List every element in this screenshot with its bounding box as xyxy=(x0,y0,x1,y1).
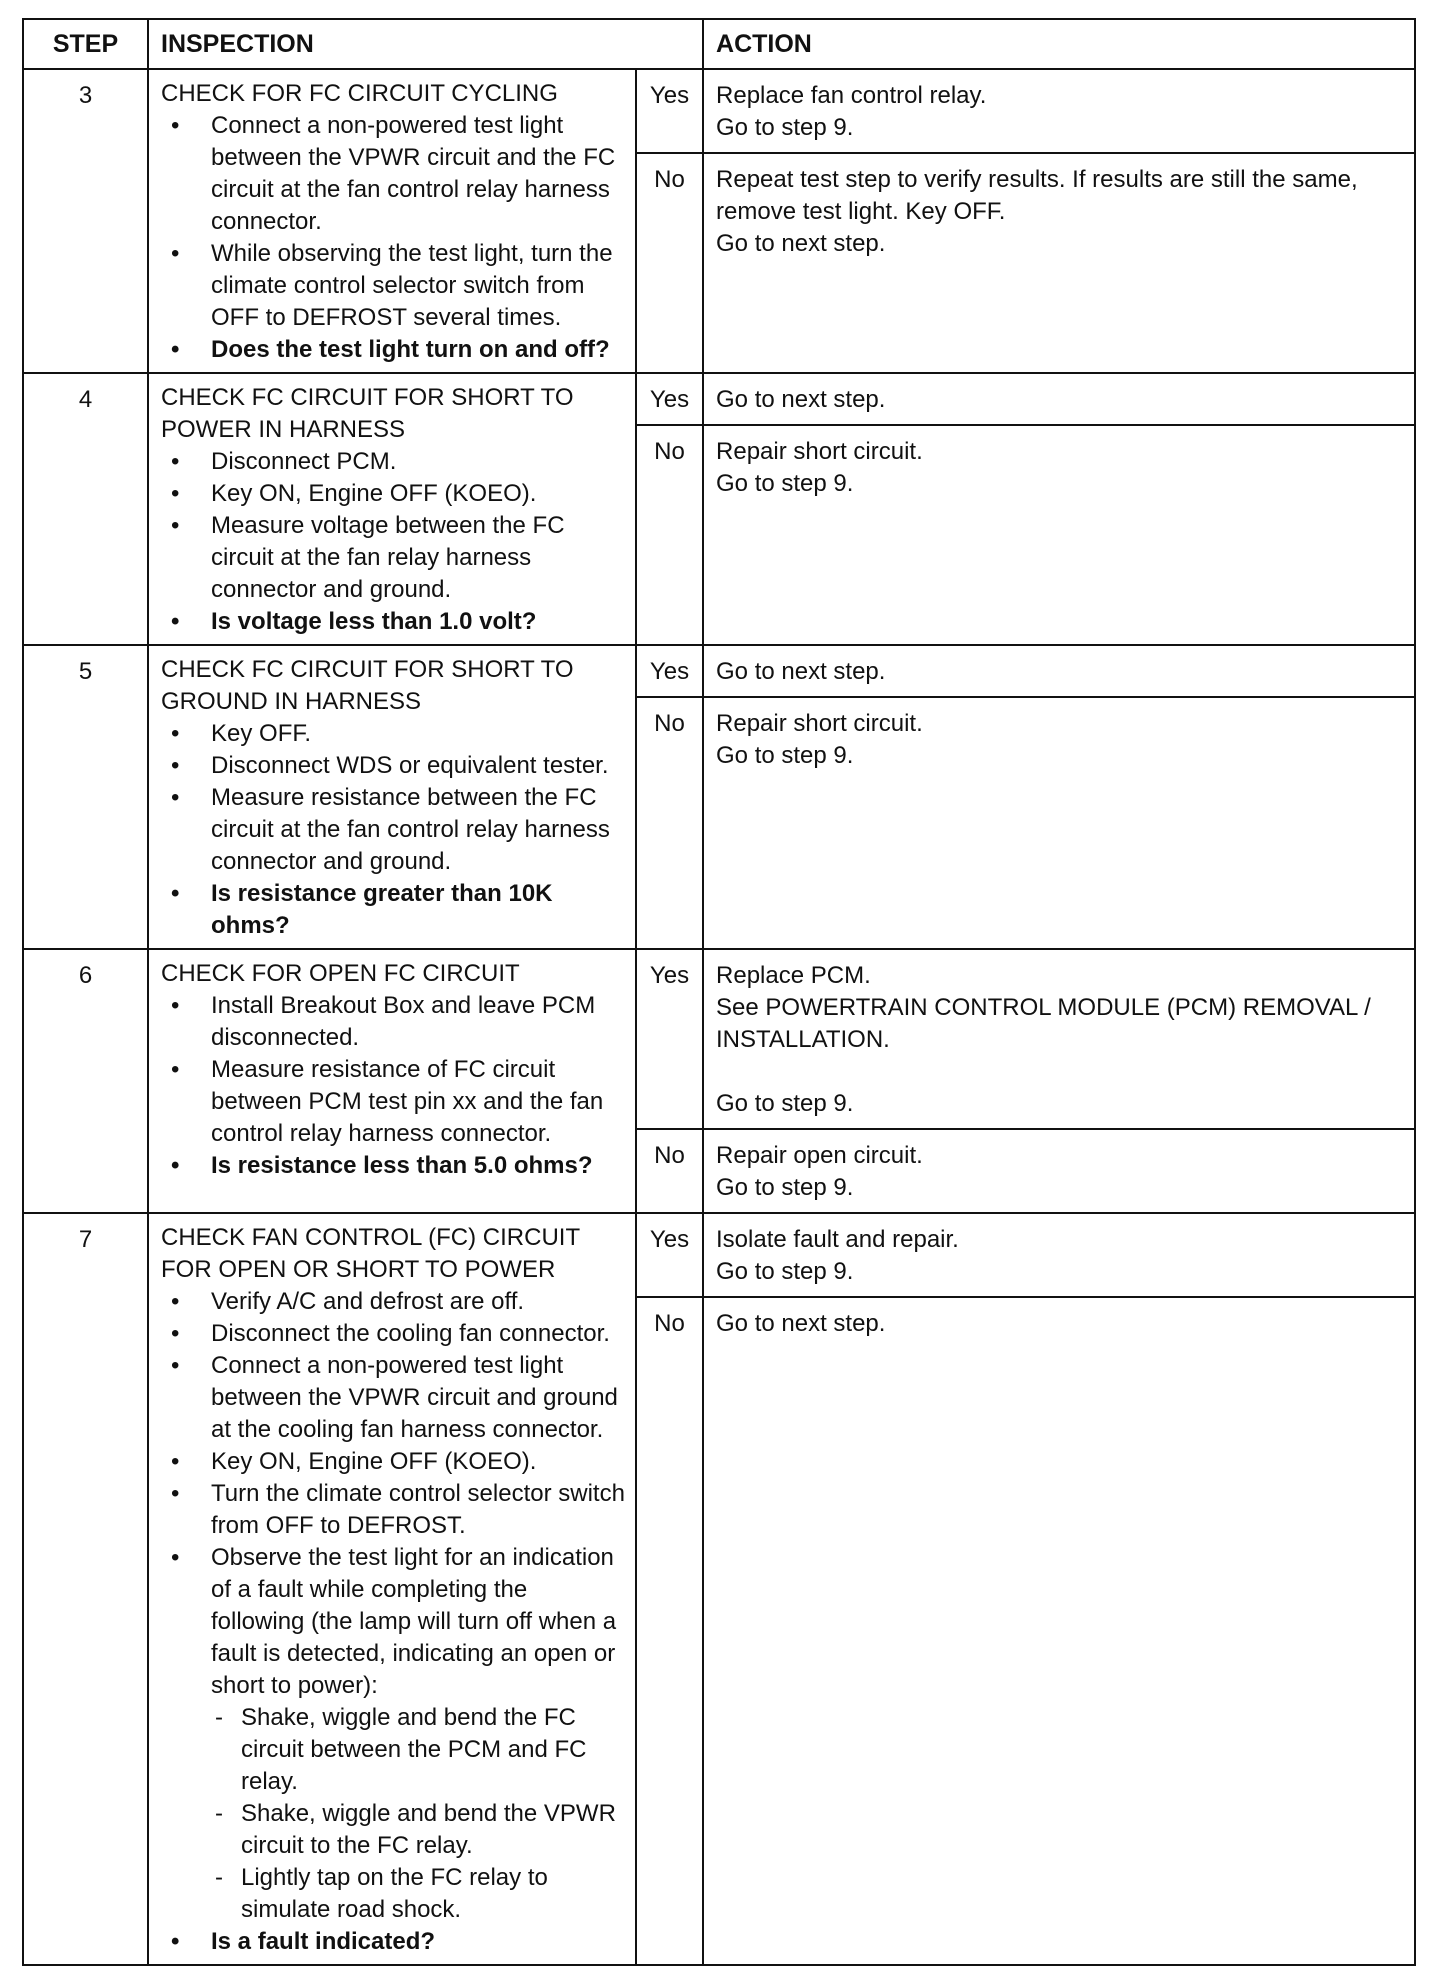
inspection-title: CHECK FC CIRCUIT FOR SHORT TO GROUND IN HARNESS xyxy=(161,656,574,715)
action-line: Go to next step. xyxy=(716,1310,886,1337)
inspection-question: • Is resistance less than 5.0 ohms? xyxy=(161,1150,625,1182)
inspection-bullet xyxy=(161,446,625,478)
inspection-bullets xyxy=(161,718,625,942)
step-number: 4 xyxy=(23,373,148,645)
bullet-text: Connect a non-powered test light between the VPWR circuit and ground at the cooling fan harness connector. xyxy=(211,1352,618,1443)
diagnostic-table xyxy=(22,18,1414,1955)
inspection-bullet xyxy=(161,718,625,750)
bullet-text: Key ON, Engine OFF (KOEO). xyxy=(211,480,537,507)
inspection-bullet xyxy=(161,1286,625,1318)
bullet-text: While observing the test light, turn the climate control selector switch from OFF to DEFROST several times. xyxy=(211,240,613,331)
inspection-bullet xyxy=(161,110,625,238)
step-number: 6 xyxy=(23,949,148,1213)
action-line: Go to step 9. xyxy=(716,742,854,769)
inspection-title: CHECK FOR FC CIRCUIT CYCLING xyxy=(161,80,558,107)
bullet-text: Install Breakout Box and leave PCM disconnected. xyxy=(211,992,596,1051)
yes-action xyxy=(703,1213,1415,1297)
inspection-question: • Is resistance greater than 10K ohms? xyxy=(161,878,625,942)
inspection-title: CHECK FC CIRCUIT FOR SHORT TO POWER IN HARNESS xyxy=(161,384,574,443)
inspection-bullet xyxy=(161,238,625,334)
inspection-bullets xyxy=(161,446,625,638)
yes-label: Yes xyxy=(636,949,703,1129)
action-line: Repair short circuit. xyxy=(716,710,923,737)
step-number: 7 xyxy=(23,1213,148,1965)
sub-bullet: - Shake, wiggle and bend the VPWR circuit to the FC relay. xyxy=(211,1798,625,1862)
header-row xyxy=(23,19,1415,69)
action-line: Repair open circuit. xyxy=(716,1142,923,1169)
bullet-text: Disconnect PCM. xyxy=(211,448,397,475)
yes-action xyxy=(703,69,1415,153)
inspection-question: • Does the test light turn on and off? xyxy=(161,334,625,366)
action-line: See POWERTRAIN CONTROL MODULE (PCM) REMOVAL / INSTALLATION. xyxy=(716,994,1371,1053)
inspection-cell xyxy=(148,645,636,949)
no-action xyxy=(703,425,1415,645)
sub-bullet: - Shake, wiggle and bend the FC circuit between the PCM and FC relay. xyxy=(211,1702,625,1798)
inspection-bullet xyxy=(161,990,625,1054)
yes-label: Yes xyxy=(636,69,703,153)
inspection-bullets xyxy=(161,990,625,1182)
inspection-bullet xyxy=(161,1446,625,1478)
step-number: 5 xyxy=(23,645,148,949)
inspection-bullet xyxy=(161,1054,625,1150)
inspection-bullets xyxy=(161,110,625,366)
bullet-text: Disconnect the cooling fan connector. xyxy=(211,1320,610,1347)
table-row xyxy=(23,69,1415,153)
action-line: Go to step 9. xyxy=(716,1090,854,1117)
inspection-question: • Is a fault indicated? xyxy=(161,1926,625,1958)
bullet-text: Key ON, Engine OFF (KOEO). xyxy=(211,1448,537,1475)
action-line: Go to step 9. xyxy=(716,1258,854,1285)
bullet-text: Key OFF. xyxy=(211,720,312,747)
inspection-title: CHECK FOR OPEN FC CIRCUIT xyxy=(161,960,520,987)
inspection-bullets xyxy=(161,1286,625,1958)
yes-label: Yes xyxy=(636,645,703,697)
yes-action xyxy=(703,949,1415,1129)
inspection-cell xyxy=(148,1213,636,1965)
inspection-bullet xyxy=(161,782,625,878)
inspection-bullet xyxy=(161,1350,625,1446)
no-action xyxy=(703,697,1415,949)
no-label: No xyxy=(636,697,703,949)
table-row xyxy=(23,949,1415,1129)
yes-label: Yes xyxy=(636,1213,703,1297)
no-action xyxy=(703,153,1415,373)
action-line: Go to step 9. xyxy=(716,114,854,141)
bullet-text: Measure resistance of FC circuit between PCM test pin xx and the fan control relay harness connector. xyxy=(211,1056,604,1147)
table-body xyxy=(23,69,1415,1965)
action-line: Go to next step. xyxy=(716,230,886,257)
no-label: No xyxy=(636,1129,703,1213)
action-line: Repeat test step to verify results. If results are still the same, remove test light. Key OFF. xyxy=(716,166,1358,225)
inspection-question: • Is voltage less than 1.0 volt? xyxy=(161,606,625,638)
step-number: 3 xyxy=(23,69,148,373)
action-header: ACTION xyxy=(703,19,1415,69)
action-line: Go to step 9. xyxy=(716,470,854,497)
inspection-bullet xyxy=(161,1478,625,1542)
inspection-header: INSPECTION xyxy=(148,19,703,69)
table-row xyxy=(23,1213,1415,1297)
inspection-cell xyxy=(148,949,636,1213)
bullet-text: Measure voltage between the FC circuit at the fan relay harness connector and ground. xyxy=(211,512,565,603)
inspection-bullet xyxy=(161,750,625,782)
action-line: Go to next step. xyxy=(716,386,886,413)
bullet-text: Turn the climate control selector switch from OFF to DEFROST. xyxy=(211,1480,625,1539)
no-action xyxy=(703,1129,1415,1213)
bullet-text: Measure resistance between the FC circuit at the fan control relay harness connector and ground. xyxy=(211,784,610,875)
inspection-title: CHECK FAN CONTROL (FC) CIRCUIT FOR OPEN OR SHORT TO POWER xyxy=(161,1224,580,1283)
inspection-bullet xyxy=(161,1318,625,1350)
inspection-bullet xyxy=(161,478,625,510)
pinpoint-test-table xyxy=(22,18,1416,1966)
action-line: Repair short circuit. xyxy=(716,438,923,465)
yes-action xyxy=(703,645,1415,697)
action-line: Replace PCM. xyxy=(716,962,871,989)
bullet-text: Connect a non-powered test light between the VPWR circuit and the FC circuit at the fan control relay harness connector. xyxy=(211,112,616,235)
action-line: Replace fan control relay. xyxy=(716,82,987,109)
table-row xyxy=(23,645,1415,697)
sub-bullet: - Lightly tap on the FC relay to simulate road shock. xyxy=(211,1862,625,1926)
table-row xyxy=(23,373,1415,425)
inspection-cell xyxy=(148,373,636,645)
no-label: No xyxy=(636,153,703,373)
yes-label: Yes xyxy=(636,373,703,425)
no-label: No xyxy=(636,1297,703,1965)
action-line xyxy=(716,1056,1404,1088)
inspection-bullet xyxy=(161,510,625,606)
bullet-text: Verify A/C and defrost are off. xyxy=(211,1288,525,1315)
action-line: Isolate fault and repair. xyxy=(716,1226,959,1253)
bullet-text: Observe the test light for an indication of a fault while completing the following (the lamp will turn off when a fault is detected, indicating an open or short to power): xyxy=(211,1544,617,1699)
step-header: STEP xyxy=(23,19,148,69)
no-action xyxy=(703,1297,1415,1965)
no-label: No xyxy=(636,425,703,645)
inspection-cell xyxy=(148,69,636,373)
inspection-bullet xyxy=(161,1542,625,1926)
sub-bullets xyxy=(211,1702,625,1926)
action-line: Go to step 9. xyxy=(716,1174,854,1201)
action-line: Go to next step. xyxy=(716,658,886,685)
bullet-text: Disconnect WDS or equivalent tester. xyxy=(211,752,609,779)
yes-action xyxy=(703,373,1415,425)
